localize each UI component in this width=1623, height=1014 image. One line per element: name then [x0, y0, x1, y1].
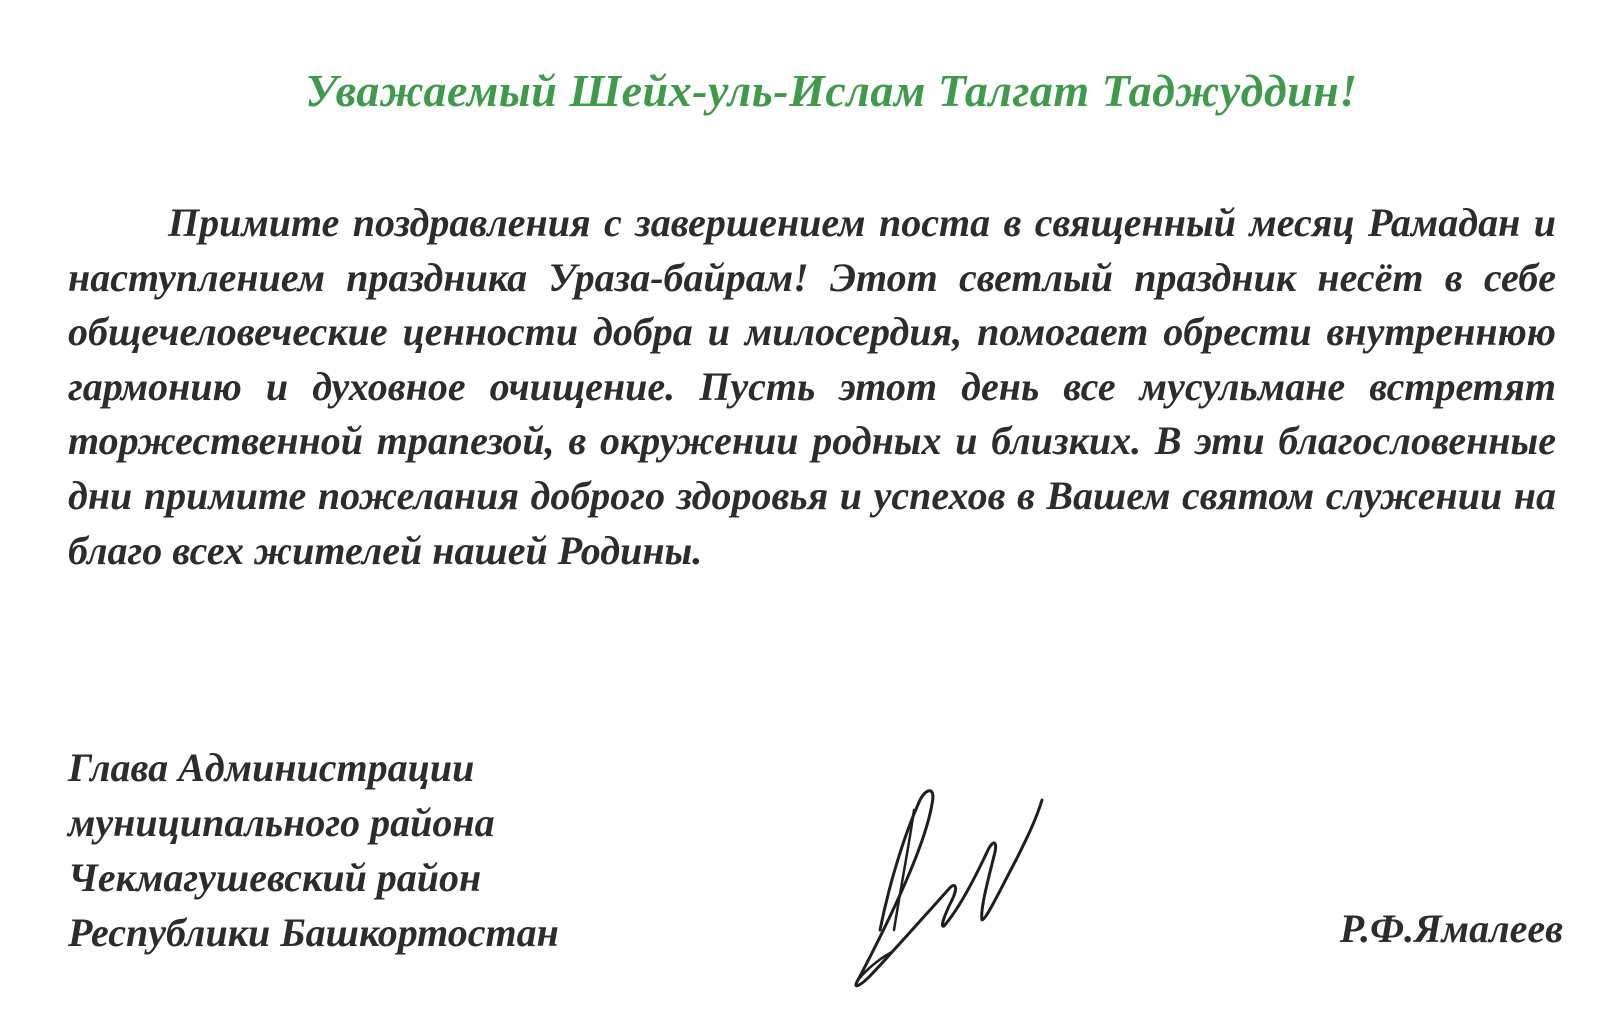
signatory-line: Республики Башкортостан [68, 910, 559, 955]
handwritten-signature [840, 780, 1080, 990]
letter-body: Примите поздравления с завершением поста в священный месяц Рамадан и наступлением праздника Ураза-байрам! Этот светлый праздник несёт в себе общечеловеческие ценности добра и милосердия, помогает обрести внутреннюю гармонию и духовное очищение. Пусть этот день все мусульмане встретят торжественной трапезой, в окружении родных и близких. В эти благословенные дни примите пожелания доброго здоровья и успехов в Вашем святом служении на благо всех жителей нашей Родины. [68, 200, 1556, 573]
greeting-heading: Уважаемый Шейх-уль-Ислам Талгат Таджуддин! [305, 65, 1358, 116]
signatory-line: Глава Администрации [68, 745, 475, 790]
signatory-line: муниципального района [68, 800, 495, 845]
signatory-title [68, 740, 559, 960]
signatory-line: Чекмагушевский район [68, 855, 482, 900]
signer-name: Р.Ф.Ямалеев [1339, 906, 1563, 951]
